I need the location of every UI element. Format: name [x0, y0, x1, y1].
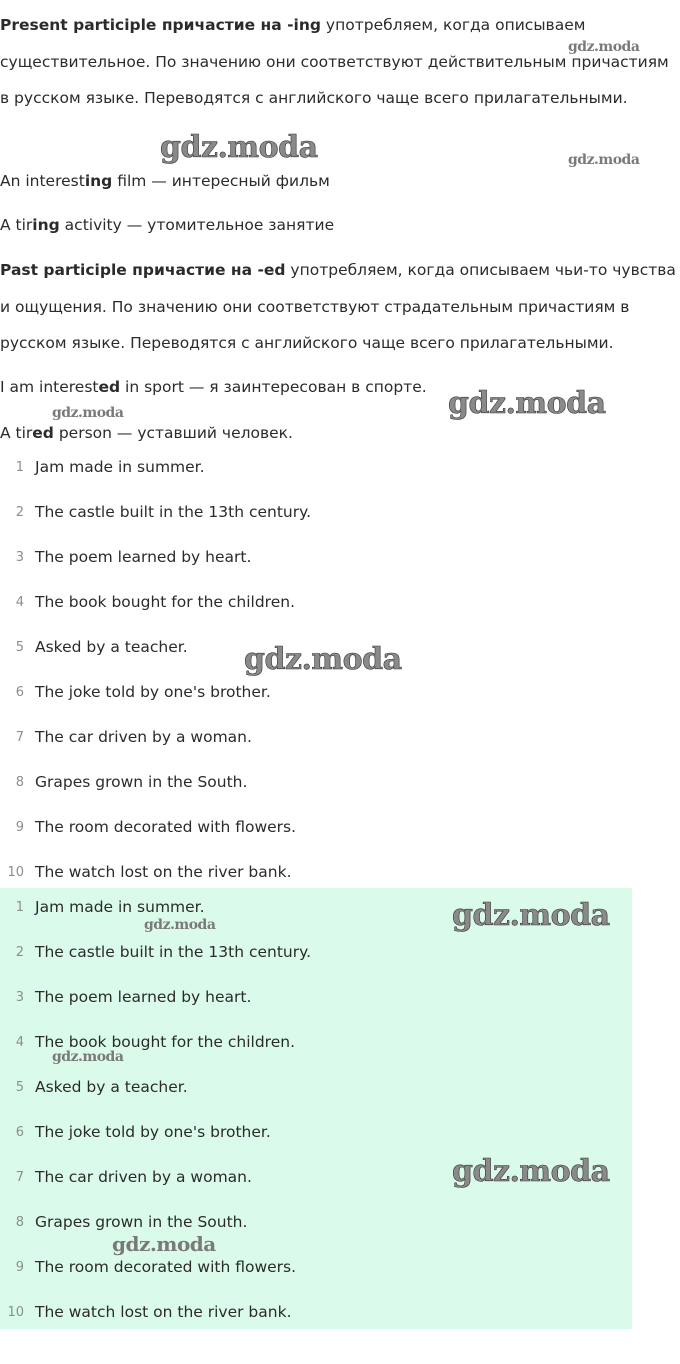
list-item: 7 The car driven by a woman. — [15, 1168, 252, 1186]
example-present-1: An interesting film — интересный фильм — [0, 172, 330, 190]
list-item: 1 Jam made in summer. — [15, 898, 205, 916]
list-item: 3 The poem learned by heart. — [15, 548, 252, 566]
watermark: gdz.moda — [52, 405, 124, 421]
list-item: 4 The book bought for the children. — [15, 1033, 295, 1051]
exercise-list — [0, 456, 680, 906]
watermark: gdz.moda — [568, 152, 640, 168]
watermark: gdz.moda — [112, 1232, 216, 1256]
list-item: 9 The room decorated with flowers. — [15, 1258, 297, 1276]
watermark: gdz.moda — [52, 1049, 124, 1065]
list-item: 3 The poem learned by heart. — [15, 988, 252, 1006]
list-item: 5 Asked by a teacher. — [15, 1078, 188, 1096]
rule-present-text: употребляем, когда описываем существительное. По значению они соответствуют действительным причастиям в русском языке. Переводятся с английского чаще всего прилагательными. — [0, 16, 669, 107]
watermark: gdz.moda — [144, 917, 216, 933]
list-item: 10 The watch lost on the river bank. — [7, 1303, 292, 1321]
answer-list — [0, 896, 680, 1346]
watermark: gdz.moda — [452, 898, 610, 933]
watermark: gdz.moda — [452, 1154, 610, 1189]
example-past-2: A tired person — уставший человек. — [0, 424, 293, 442]
list-item: 2 The castle built in the 13th century. — [15, 943, 311, 961]
watermark: gdz.moda — [448, 386, 606, 421]
list-item: 5 Asked by a teacher. — [15, 638, 188, 656]
list-item: 6 The joke told by one's brother. — [15, 1123, 271, 1141]
watermark: gdz.moda — [160, 130, 318, 165]
rule-present-term: Present participle причастие на -ing — [0, 16, 321, 34]
example-present-2: A tiring activity — утомительное занятие — [0, 216, 335, 234]
list-item: 7 The car driven by a woman. — [15, 728, 252, 746]
watermark: gdz.moda — [568, 39, 640, 55]
rule-past-text: употребляем, когда описываем чьи-то чувства и ощущения. По значению они соответствуют страдательным причастиям в русском языке. Переводятся с английского чаще всего прилагательными. — [0, 261, 676, 352]
list-item: 9 The room decorated with flowers. — [15, 818, 297, 836]
list-item: 8 Grapes grown in the South. — [15, 1213, 248, 1231]
list-item: 4 The book bought for the children. — [15, 593, 295, 611]
list-item: 10 The watch lost on the river bank. — [7, 863, 292, 881]
rule-present-participle — [0, 7, 680, 117]
list-item: 2 The castle built in the 13th century. — [15, 503, 311, 521]
list-item: 8 Grapes grown in the South. — [15, 773, 248, 791]
watermark: gdz.moda — [244, 642, 402, 677]
rule-past-participle — [0, 252, 680, 362]
list-item: 6 The joke told by one's brother. — [15, 683, 271, 701]
example-past-1: I am interested in sport — я заинтересован в спорте. — [0, 378, 427, 396]
rule-past-term: Past participle причастие на -ed — [0, 261, 286, 279]
list-item: 1 Jam made in summer. — [15, 458, 205, 476]
